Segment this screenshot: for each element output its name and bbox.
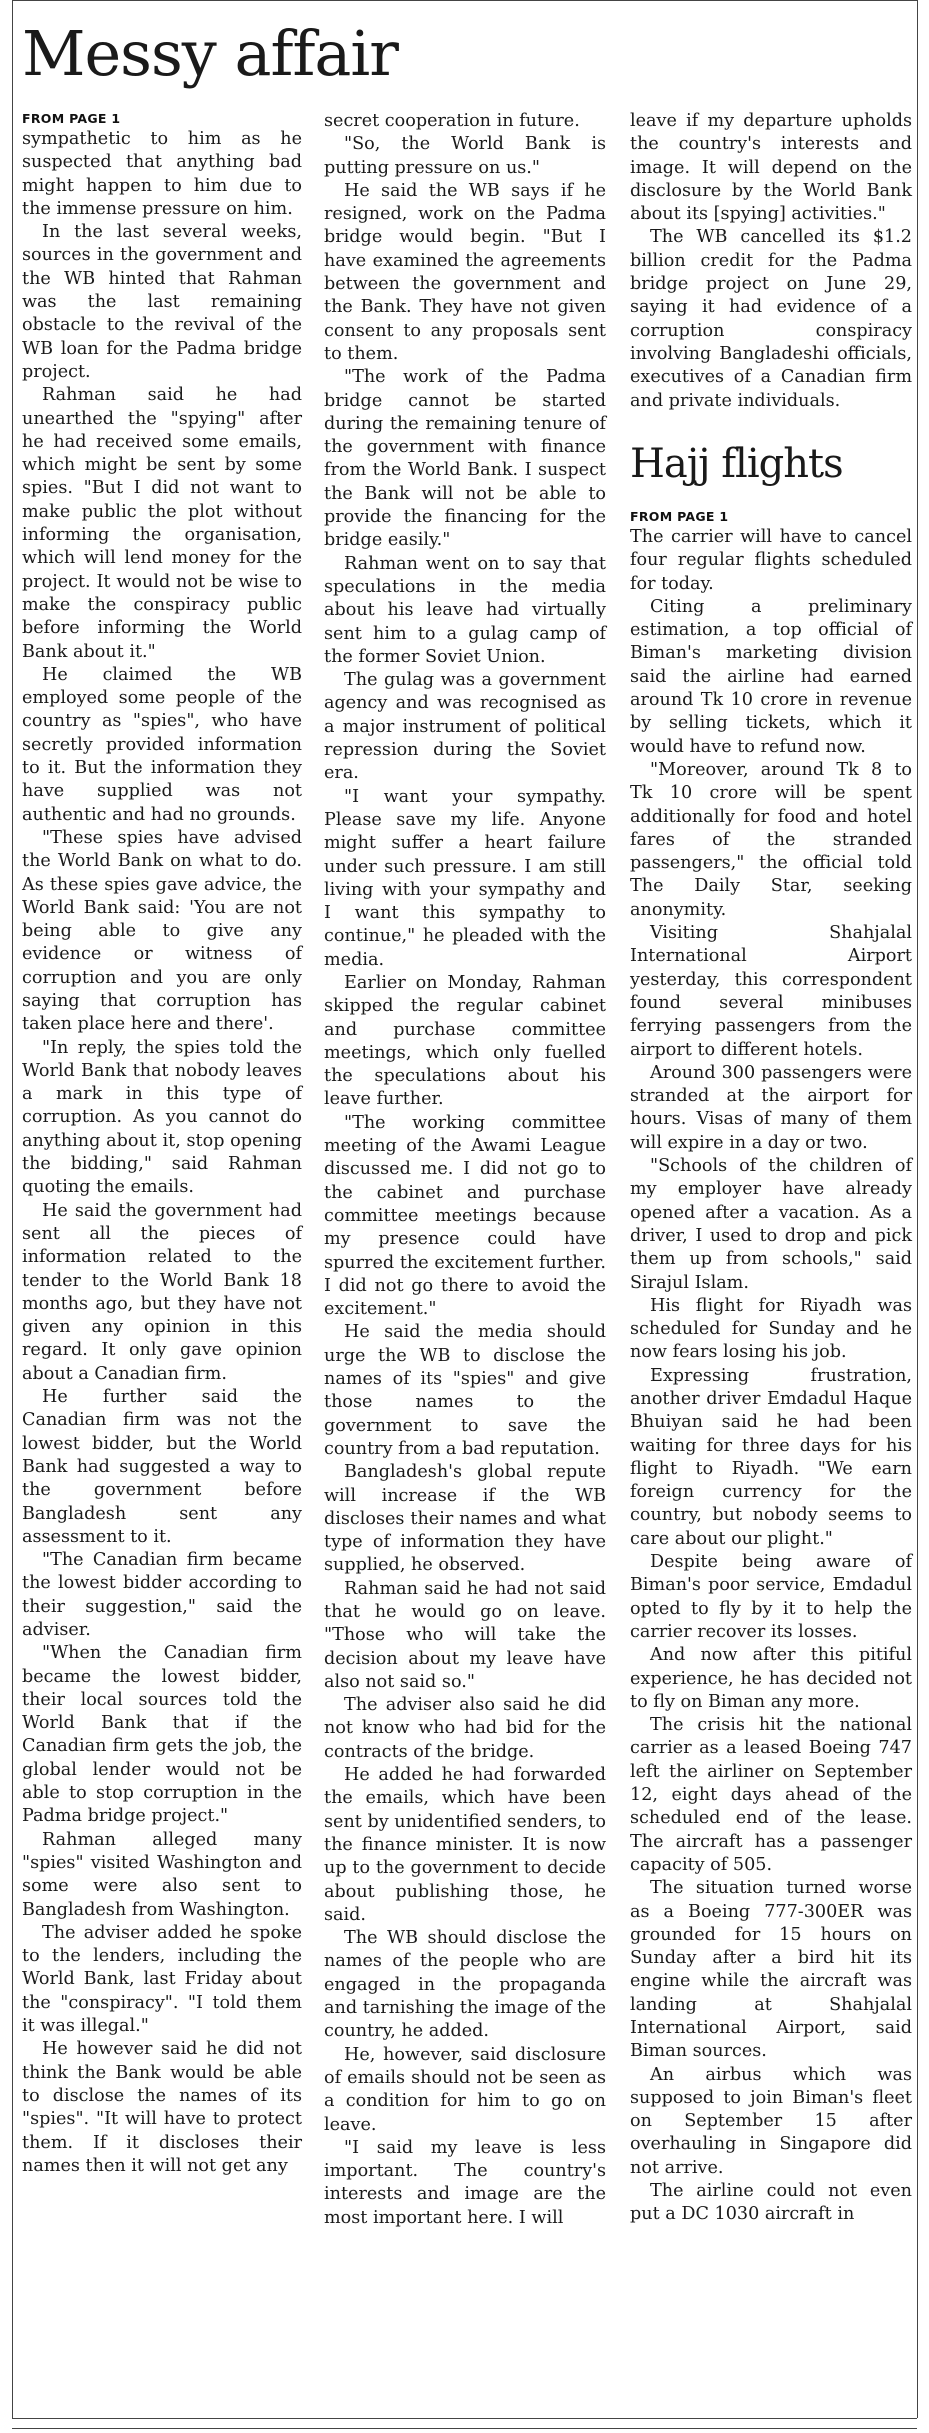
right-border-rule [917, 0, 918, 2418]
story1-column-2 [324, 110, 606, 2230]
paragraph: The adviser also said he did not know who had bid for the contracts of the bridge. [324, 1695, 606, 1762]
story2-column [630, 508, 912, 2227]
bottom-border-rule-2 [12, 2428, 917, 2429]
paragraph: He further said the Canadian firm was not the lowest bidder, but the World Bank had suggested a way to the government before Bangladesh sent any assessment to it. [22, 1387, 302, 1547]
paragraph: secret cooperation in future. [324, 111, 580, 131]
paragraph: He said the government had sent all the pieces of information related to the tender to the World Bank 18 months ago, but they have not given any opinion in this regard. It only gave opinion about a Canadian firm. [22, 1200, 302, 1384]
headline-messy-affair: Messy affair [22, 17, 398, 90]
paragraph: Earlier on Monday, Rahman skipped the regular cabinet and purchase committee meetings, which only fuelled the speculations about his leave further. [324, 972, 606, 1110]
paragraph: The airline could not even put a DC 1030 aircraft in [630, 2181, 912, 2225]
paragraph: Rahman alleged many "spies" visited Washington and some were also sent to Bangladesh from Washington. [22, 1829, 302, 1920]
paragraph: He, however, said disclosure of emails should not be seen as a condition for him to go on leave. [324, 2044, 606, 2135]
paragraph: leave if my departure upholds the country's interests and image. It will depend on the disclosure by the World Bank about its [spying] activities." [630, 111, 912, 225]
paragraph: The carrier will have to cancel four regular flights scheduled for today. [630, 527, 912, 594]
paragraph: He said the media should urge the WB to disclose the names of its "spies" and give those names to the government to save the country from a bad reputation. [324, 1322, 606, 1459]
paragraph: Expressing frustration, another driver Emdadul Haque Bhuiyan said he had been waiting for three days for his flight to Riyadh. "We earn foreign currency for the country, but nobody seems to care about our plight." [630, 1365, 912, 1549]
paragraph: And now after this pitiful experience, he has decided not to fly on Biman any more. [630, 1645, 912, 1712]
paragraph: In the last several weeks, sources in the government and the WB hinted that Rahman was the last remaining obstacle to the revival of the WB loan for the Padma bridge project. [22, 222, 302, 382]
paragraph: "These spies have advised the World Bank on what to do. As these spies gave advice, the World Bank said: 'You are not being able to give any evidence or witness of corruption and you are only saying that corruption has taken place here and there'. [22, 827, 302, 1035]
paragraph: He however said he did not think the Bank would be able to disclose the names of its "spies". "It will have to protect them. If it discloses their names then it will not get any [22, 2039, 302, 2176]
story1-column-3 [630, 110, 912, 413]
headline-hajj-flights: Hajj flights [630, 441, 843, 487]
paragraph: The gulag was a government agency and was recognised as a major instrument of political repression during the Soviet era. [324, 670, 606, 784]
paragraph: Rahman said he had not said that he would go on leave. "Those who will take the decision about my leave have also not said so." [324, 1578, 606, 1692]
paragraph: His flight for Riyadh was scheduled for Sunday and he now fears losing his job. [630, 1295, 912, 1363]
left-border-rule [12, 0, 13, 2418]
paragraph: He claimed the WB employed some people of the country as "spies", who have secretly provided information to it. But the information they have supplied was not authentic and had no grounds. [22, 664, 302, 825]
paragraph: "When the Canadian firm became the lowest bidder, their local sources told the World Bank that if the Canadian firm gets the job, the global lender would not be able to stop corruption in the Padma bridge project." [22, 1643, 302, 1827]
bottom-border-rule [12, 2418, 917, 2419]
paragraph: An airbus which was supposed to join Biman's fleet on September 15 after overhauling in Singapore did not arrive. [630, 2064, 912, 2178]
paragraph: He added he had forwarded the emails, which have been sent by unidentified senders, to the finance minister. It is now up to the government to decide about publishing those, he said. [324, 1765, 606, 1925]
paragraph: Bangladesh's global repute will increase if the WB discloses their names and what type of information they have supplied, he observed. [324, 1462, 606, 1576]
paragraph: Citing a preliminary estimation, a top official of Biman's marketing division said the airline had earned around Tk 10 crore in revenue by selling tickets, which it would have to refund now. [630, 596, 912, 757]
paragraph: Around 300 passengers were stranded at the airport for hours. Visas of many of them will expire in a day or two. [630, 1062, 912, 1153]
paragraph: The adviser added he spoke to the lenders, including the World Bank, last Friday about the "conspiracy". "I told them it was illegal." [22, 1922, 302, 2037]
paragraph: "I said my leave is less important. The country's interests and image are the most important here. I will [324, 2137, 606, 2228]
paragraph: The situation turned worse as a Boeing 777-300ER was grounded for 15 hours on Sunday after a bird hit its engine while the aircraft was landing at Shahjalal International Airport, said Biman sources. [630, 1878, 912, 2062]
paragraph: He said the WB says if he resigned, work on the Padma bridge would begin. "But I have examined the agreements between the government and the Bank. They have not given consent to any proposals sent to them. [324, 180, 606, 364]
paragraph: The crisis hit the national carrier as a leased Boeing 747 left the airliner on September 12, eight days ahead of the scheduled end of the lease. The aircraft has a passenger capacity of 505. [630, 1715, 912, 1875]
paragraph: "Moreover, around Tk 8 to Tk 10 crore will be spent additionally for food and hotel fares of the stranded passengers," the official told The Daily Star, seeking anonymity. [630, 759, 912, 920]
paragraph: The WB cancelled its $1.2 billion credit for the Padma bridge project on June 29, saying it had evidence of a corruption conspiracy involving Bangladeshi officials, executives of a Canadian firm and private individuals. [630, 227, 912, 411]
paragraph: "The work of the Padma bridge cannot be started during the remaining tenure of the government with finance from the World Bank. I suspect the Bank will not be able to provide the financing for the bridge easily." [324, 367, 606, 551]
top-border-rule [12, 0, 917, 1]
paragraph: Rahman went on to say that speculations in the media about his leave had virtually sent him to a gulag camp of the former Soviet Union. [324, 553, 606, 667]
paragraph: Visiting Shahjalal International Airport yesterday, this correspondent found several minibuses ferrying passengers from the airport to different hotels. [630, 923, 912, 1060]
story1-column-1 [22, 110, 302, 2178]
paragraph: sympathetic to him as he suspected that anything bad might happen to him due to the immense pressure on him. [22, 129, 302, 219]
paragraph: "I want your sympathy. Please save my life. Anyone might suffer a heart failure under such pressure. I am still living with your sympathy and I want this sympathy to continue," he pleaded with the media. [324, 786, 606, 970]
paragraph: "The working committee meeting of the Awami League discussed me. I did not go to the cabinet and purchase committee meetings because my presence could have spurred the excitement further. I did not go there to avoid the excitement." [324, 1112, 606, 1320]
paragraph: "In reply, the spies told the World Bank that nobody leaves a mark in this type of corruption. As you cannot do anything about it, stop opening the bidding," said Rahman quoting the emails. [22, 1037, 302, 1198]
paragraph: "Schools of the children of my employer have already opened after a vacation. As a driver, I used to drop and pick them up from schools," said Sirajul Islam. [630, 1156, 912, 1293]
from-page-tag: FROM PAGE 1 [630, 509, 729, 524]
from-page-tag: FROM PAGE 1 [22, 111, 121, 126]
paragraph: "So, the World Bank is putting pressure on us." [324, 134, 606, 178]
paragraph: The WB should disclose the names of the people who are engaged in the propaganda and tarnishing the image of the country, he added. [324, 1928, 606, 2042]
paragraph: Despite being aware of Biman's poor service, Emdadul opted to fly by it to help the carrier recover its losses. [630, 1552, 912, 1642]
paragraph: "The Canadian firm became the lowest bidder according to their suggestion," said the adviser. [22, 1550, 302, 1640]
paragraph: Rahman said he had unearthed the "spying" after he had received some emails, which might be sent by some spies. "But I did not want to make public the plot without informing the organisation, which will lend money for the project. It would not be wise to make the conspiracy public before informing the World Bank about it." [22, 385, 302, 662]
